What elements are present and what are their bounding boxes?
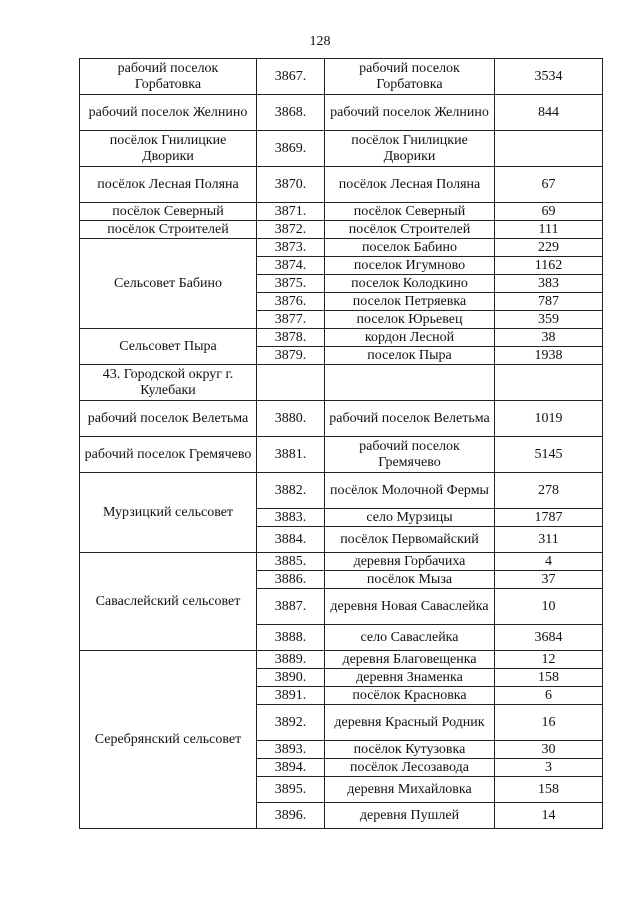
settlement-cell: поселок Игумново [325,257,495,275]
municipality-cell: Мурзицкий сельсовет [80,473,257,553]
number-cell: 3895. [257,777,325,803]
settlement-cell: деревня Красный Родник [325,705,495,741]
settlement-cell: деревня Новая Саваслейка [325,589,495,625]
population-cell: 1019 [495,401,603,437]
table-row [80,59,603,95]
municipality-cell: Сельсовет Пыра [80,329,257,365]
number-cell: 3870. [257,167,325,203]
municipality-cell: посёлок Лесная Поляна [80,167,257,203]
number-cell: 3893. [257,741,325,759]
population-cell: 30 [495,741,603,759]
population-cell: 278 [495,473,603,509]
municipality-cell: рабочий поселок Горбатовка [80,59,257,95]
settlement-cell: посёлок Мыза [325,571,495,589]
settlement-cell: деревня Знаменка [325,669,495,687]
table-row [80,167,603,203]
table-row [80,401,603,437]
municipality-cell: Сельсовет Бабино [80,239,257,329]
population-cell: 229 [495,239,603,257]
population-cell: 383 [495,275,603,293]
table-body [80,59,603,829]
municipality-cell: Серебрянский сельсовет [80,651,257,829]
settlement-cell: рабочий поселок Велетьма [325,401,495,437]
municipality-cell: рабочий поселок Гремячево [80,437,257,473]
number-cell: 3880. [257,401,325,437]
settlement-cell: рабочий поселок Гремячево [325,437,495,473]
settlement-cell: посёлок Кутузовка [325,741,495,759]
number-cell: 3884. [257,527,325,553]
population-cell: 3684 [495,625,603,651]
population-cell: 1938 [495,347,603,365]
number-cell: 3882. [257,473,325,509]
settlement-cell: рабочий поселок Горбатовка [325,59,495,95]
number-cell: 3867. [257,59,325,95]
number-cell [257,365,325,401]
settlement-cell: поселок Пыра [325,347,495,365]
population-cell: 14 [495,803,603,829]
number-cell: 3890. [257,669,325,687]
number-cell: 3874. [257,257,325,275]
number-cell: 3871. [257,203,325,221]
population-cell: 3534 [495,59,603,95]
settlement-cell: посёлок Строителей [325,221,495,239]
number-cell: 3889. [257,651,325,669]
municipality-cell: посёлок Северный [80,203,257,221]
number-cell: 3894. [257,759,325,777]
number-cell: 3876. [257,293,325,311]
population-cell: 38 [495,329,603,347]
population-cell [495,131,603,167]
number-cell: 3885. [257,553,325,571]
settlement-cell: поселок Петряевка [325,293,495,311]
settlement-cell: посёлок Молочной Фермы [325,473,495,509]
settlement-cell: деревня Горбачиха [325,553,495,571]
settlement-cell: поселок Колодкино [325,275,495,293]
population-cell: 787 [495,293,603,311]
settlement-cell: рабочий поселок Желнино [325,95,495,131]
municipality-cell: рабочий поселок Желнино [80,95,257,131]
population-cell: 111 [495,221,603,239]
population-cell: 67 [495,167,603,203]
population-cell: 1162 [495,257,603,275]
table-row [80,131,603,167]
population-cell: 16 [495,705,603,741]
settlement-cell: посёлок Лесозавода [325,759,495,777]
table-row [80,203,603,221]
population-cell: 158 [495,669,603,687]
number-cell: 3873. [257,239,325,257]
settlement-cell: деревня Михайловка [325,777,495,803]
number-cell: 3869. [257,131,325,167]
number-cell: 3868. [257,95,325,131]
population-cell: 311 [495,527,603,553]
population-cell: 12 [495,651,603,669]
settlement-cell: посёлок Северный [325,203,495,221]
table-row [80,95,603,131]
settlement-cell: село Мурзицы [325,509,495,527]
page-number: 128 [309,34,331,49]
table-row [80,239,603,257]
number-cell: 3877. [257,311,325,329]
population-cell: 158 [495,777,603,803]
settlement-cell: поселок Юрьевец [325,311,495,329]
population-cell: 5145 [495,437,603,473]
settlement-cell: посёлок Красновка [325,687,495,705]
population-cell: 37 [495,571,603,589]
population-cell: 1787 [495,509,603,527]
number-cell: 3881. [257,437,325,473]
table-row [80,221,603,239]
table-row [80,473,603,509]
table-row [80,651,603,669]
population-cell: 844 [495,95,603,131]
settlement-cell [325,365,495,401]
settlement-cell: деревня Пушлей [325,803,495,829]
number-cell: 3875. [257,275,325,293]
population-cell: 69 [495,203,603,221]
number-cell: 3891. [257,687,325,705]
population-cell: 359 [495,311,603,329]
municipality-cell: Саваслейский сельсовет [80,553,257,651]
population-cell: 10 [495,589,603,625]
number-cell: 3896. [257,803,325,829]
number-cell: 3892. [257,705,325,741]
municipality-cell: посёлок Гнилицкие Дворики [80,131,257,167]
settlements-table [79,58,603,829]
number-cell: 3887. [257,589,325,625]
table-row [80,365,603,401]
settlement-cell: поселок Бабино [325,239,495,257]
table-row [80,329,603,347]
municipality-cell: рабочий поселок Велетьма [80,401,257,437]
settlement-cell: село Саваслейка [325,625,495,651]
table-row [80,437,603,473]
table-row [80,553,603,571]
settlement-cell: кордон Лесной [325,329,495,347]
number-cell: 3879. [257,347,325,365]
population-cell: 3 [495,759,603,777]
number-cell: 3878. [257,329,325,347]
settlement-cell: посёлок Первомайский [325,527,495,553]
settlement-cell: посёлок Лесная Поляна [325,167,495,203]
municipality-cell: посёлок Строителей [80,221,257,239]
population-cell: 6 [495,687,603,705]
number-cell: 3872. [257,221,325,239]
municipality-cell: 43. Городской округ г. Кулебаки [80,365,257,401]
settlement-cell: посёлок Гнилицкие Дворики [325,131,495,167]
number-cell: 3883. [257,509,325,527]
number-cell: 3886. [257,571,325,589]
population-cell [495,365,603,401]
number-cell: 3888. [257,625,325,651]
population-cell: 4 [495,553,603,571]
settlement-cell: деревня Благовещенка [325,651,495,669]
